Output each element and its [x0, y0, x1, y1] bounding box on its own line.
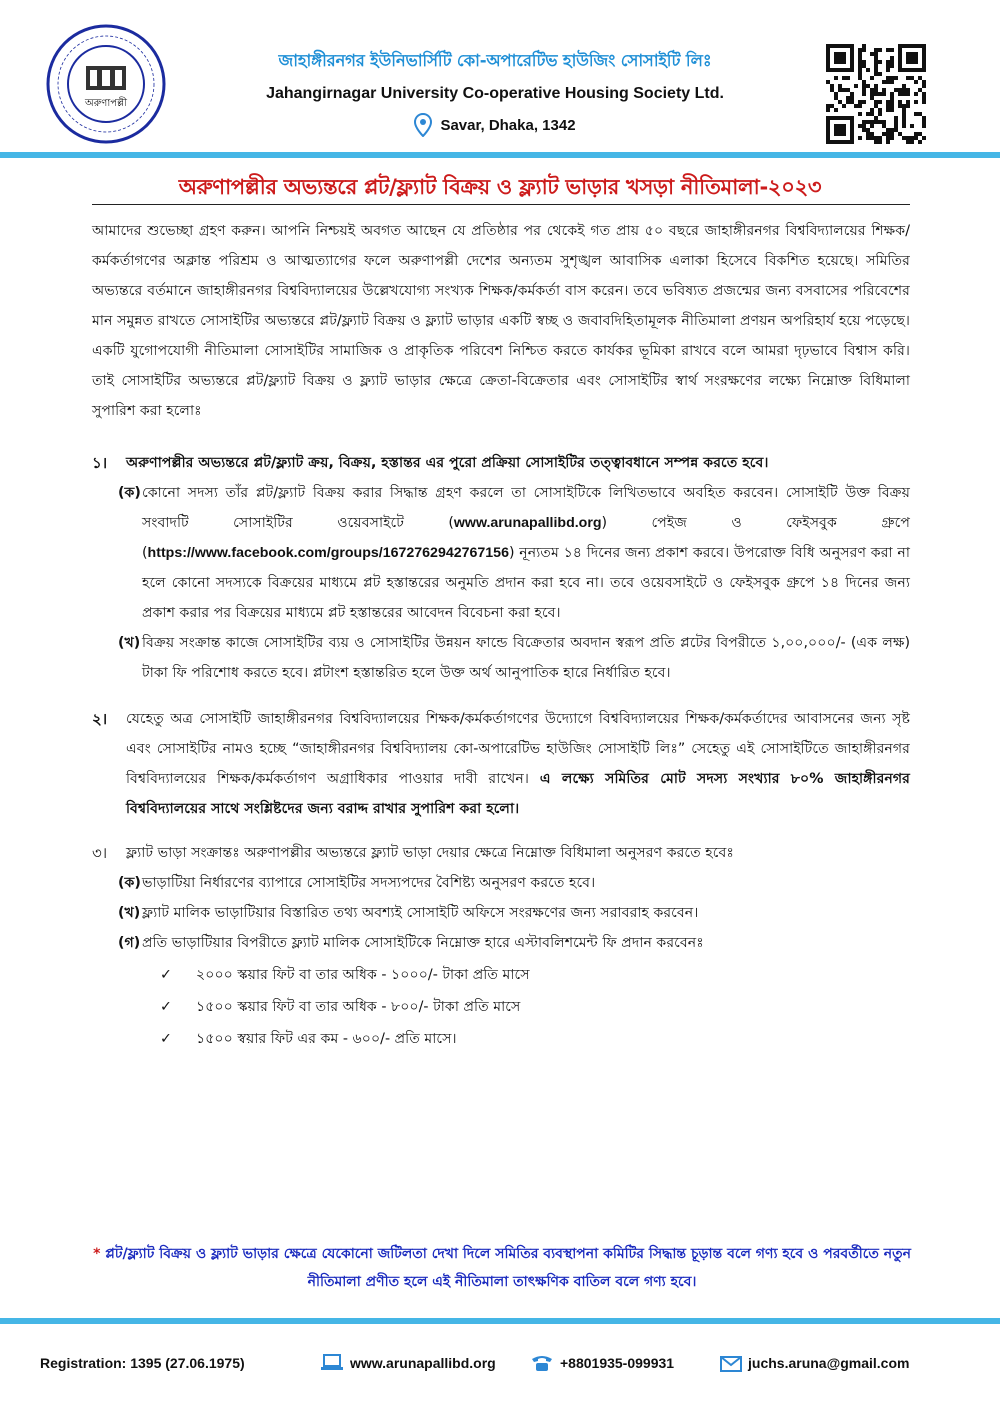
section-number: ৩। [92, 844, 108, 862]
footer-rule [0, 1318, 1000, 1324]
item-marker: (ক) [118, 485, 141, 501]
title-underline [92, 204, 910, 205]
check-icon: ✓ [160, 1031, 172, 1047]
intro-paragraph: আমাদের শুভেচ্ছা গ্রহণ করুন। আপনি নিশ্চয়ই অবগত আছেন যে প্রতিষ্ঠার পর থেকেই গত প্রায় ৫০ বছরে জাহাঙ্গীরনগর বিশ্ববিদ্যালয়ের শিক্ষক/কর্মকর্তাগণের অক্লান্ত পরিশ্রম ও আত্মত্যাগের ফলে অরুণাপল্লী দেশের অন্যতম সুশৃঙ্খল আবাসিক এলাকা হিসেবে বিকশিত হয়েছে। সমিতির অভ্যন্তরে বর্তমানে জাহাঙ্গীরনগর বিশ্ববিদ্যালয়ের উল্লেখযোগ্য সংখ্যক শিক্ষক/কর্মকর্তা বাস করেন। তবে ভবিষ্যত প্রজন্মের জন্য বসবাসের পরিবেশের মান সমুন্নত রাখতে সোসাইটির অভ্যন্তরে প্লট/ফ্ল্যাট বিক্রয় ও ফ্ল্যাট ভাড়ার একটি স্বচ্ছ ও জবাবদিহিতামূলক নীতিমালা প্রণয়ন অপরিহার্য হয়ে পড়েছে। একটি যুগোপযোগী নীতিমালা সোসাইটির সামাজিক ও প্রাকৃতিক পরিবেশ নিশ্চিত করতে কার্যকর ভূমিকা রাখবে বলে আমরা দৃঢ়ভাবে বিশ্বাস করি। তাই সোসাইটির অভ্যন্তরে প্লট/ফ্ল্যাট বিক্রয় ও ফ্ল্যাট ভাড়ার ক্ষেত্রে ক্রেতা-বিক্রেতার এবং সোসাইটির স্বার্থ সংরক্ষণের লক্ষ্যে নিম্নোক্ত বিধিমালা সুপারিশ করা হলোঃ [92, 223, 910, 419]
footer-phone[interactable]: +8801935-099931 [560, 1355, 675, 1371]
rate-item [160, 994, 910, 1020]
phone-icon [530, 1354, 554, 1372]
section-1-item-a: (ক) কোনো সদস্য তাঁর প্লট/ফ্ল্যাট বিক্রয় করার সিদ্ধান্ত গ্রহণ করলে তা সোসাইটিকে লিখিতভাবে অবহিত করবেন। সোসাইটি উক্ত বিক্রয় সংবাদটি সোসাইটির ওয়েবসাইটে (www.arunapallibd.org) পেইজ ও ফেইসবুক গ্রুপে (https://www.facebook.com/groups/1672762942767156) নূন্যতম ১৪ দিনের জন্য প্রকাশ করবে। উপরোক্ত বিধি অনুসরণ করা না হলে কোনো সদস্যকে বিক্রয়ের মাধ্যমে প্লট হস্তান্তরের অনুমতি প্রদান করা হবে না। তবে ওয়েবসাইটে ও ফেইসবুক গ্রুপে ১৪ দিনের জন্য প্রকাশ করার পর বিক্রয়ের মাধ্যমে প্লট হস্তান্তরের আবেদন বিবেচনা করা হবে। [118, 478, 910, 628]
svg-text:অরুণাপল্লী: অরুণাপল্লী [84, 98, 128, 109]
check-icon: ✓ [160, 967, 172, 983]
section-1-heading: অরুণাপল্লীর অভ্যন্তরে প্লট/ফ্ল্যাট ক্রয়, বিক্রয়, হস্তান্তর এর পুরো প্রক্রিয়া সোসাইটির তত্ত্বাবধানে সম্পন্ন করতে হবে। [126, 455, 769, 471]
section-1 [92, 448, 910, 478]
check-icon: ✓ [160, 999, 172, 1015]
rate-item [160, 962, 910, 988]
location-pin-icon [414, 113, 432, 137]
footer-email[interactable]: juchs.aruna@gmail.com [748, 1355, 910, 1371]
rate-text: ২০০০ স্কয়ার ফিট বা তার অধিক - ১০০০/- টাকা প্রতি মাসে [196, 967, 530, 983]
facebook-group-link[interactable]: https://www.facebook.com/groups/1672762942767156 [147, 545, 509, 561]
section-3-item: (গ) প্রতি ভাড়াটিয়ার বিপরীতে ফ্ল্যাট মালিক সোসাইটিকে নিম্নোক্ত হারে এস্টাবলিশমেন্ট ফি প্রদান করবেনঃ [118, 935, 704, 951]
footnote [92, 1240, 912, 1296]
rate-item [160, 1026, 910, 1052]
footer-website[interactable]: www.arunapallibd.org [350, 1355, 496, 1371]
section-3: ৩। ফ্ল্যাট ভাড়া সংক্রান্তঃ অরুণাপল্লীর অভ্যন্তরে ফ্ল্যাট ভাড়া দেয়ার ক্ষেত্রে নিম্নোক্ত বিধিমালা অনুসরণ করতে হবেঃ [92, 838, 910, 868]
document-title: অরুণাপল্লীর অভ্যন্তরে প্লট/ফ্ল্যাট বিক্রয় ও ফ্ল্যাট ভাড়ার খসড়া নীতিমালা-২০২৩ [178, 175, 822, 199]
section-2: ২। যেহেতু অত্র সোসাইটি জাহাঙ্গীরনগর বিশ্ববিদ্যালয়ের শিক্ষক/কর্মকর্তাগণের উদ্যোগে বিশ্ববিদ্যালয়ের শিক্ষক/কর্মকর্তাদের আবাসনের জন্য সৃষ্ট এবং সোসাইটির নামও হচ্ছে “জাহাঙ্গীরনগর বিশ্ববিদ্যালয় কো-অপারেটিভ হাউজিং সোসাইটি লিঃ” সেহেতু এই সোসাইটিতে জাহাঙ্গীরনগর বিশ্ববিদ্যালয়ের শিক্ষক/কর্মকর্তাগণ অগ্রাধিকার পাওয়ার দাবী রাখেন। এ লক্ষ্যে সমিতির মোট সদস্য সংখ্যার ৮০% জাহাঙ্গীরনগর বিশ্ববিদ্যালয়ের সাথে সংশ্লিষ্টদের জন্য বরাদ্দ রাখার সুপারিশ করা হলো। [92, 704, 910, 824]
email-icon [720, 1353, 742, 1373]
footer [40, 1350, 960, 1376]
registration-text: Registration: 1395 (27.06.1975) [40, 1355, 245, 1371]
section-number: ২। [92, 710, 108, 728]
footnote-text: প্লট/ফ্ল্যাট বিক্রয় ও ফ্ল্যাট ভাড়ার ক্ষেত্রে যেকোনো জটিলতা দেখা দিলে সমিতির ব্যবস্থাপনা কমিটির সিদ্ধান্ত চূড়ান্ত বলে গণ্য হবে ও পরবর্তীতে নতুন নীতিমালা প্রণীত হলে এই নীতিমালা তাৎক্ষণিক বাতিল বলে গণ্য হবে। [105, 1246, 911, 1290]
footnote-star: * [93, 1246, 101, 1262]
section-3-item: (ক) ভাড়াটিয়া নির্ধারণের ব্যাপারে সোসাইটির সদস্যপদের বৈশিষ্ট্য অনুসরণ করতে হবে। [118, 875, 596, 891]
letterhead [0, 0, 1000, 150]
rate-text: ১৫০০ স্কয়ার ফিট বা তার অধিক - ৮০০/- টাকা প্রতি মাসে [196, 999, 521, 1015]
society-name-bangla: জাহাঙ্গীরনগর ইউনিভার্সিটি কো-অপারেটিভ হাউজিং সোসাইটি লিঃ [278, 51, 712, 70]
section-number: ১। [92, 454, 108, 472]
section-1-item-b: (খ) বিক্রয় সংক্রান্ত কাজে সোসাইটির ব্যয় ও সোসাইটির উন্নয়ন ফান্ডে বিক্রেতার অবদান স্বরূপ প্রতি প্লটের বিপরীতে ১,০০,০০০/- (এক লক্ষ) টাকা ফি পরিশোধ করতে হবে। প্লটাংশ হস্তান্তরিত হলে উক্ত অর্থ আনুপাতিক হারে নির্ধারিত হবে। [118, 628, 910, 688]
qr-code[interactable] [826, 44, 926, 144]
website-link[interactable]: www.arunapallibd.org [453, 515, 602, 531]
header-rule [0, 152, 1000, 158]
laptop-icon [320, 1354, 344, 1372]
letterhead-text [180, 48, 810, 137]
society-logo-seal [44, 22, 168, 146]
address-line [180, 113, 810, 137]
document-body [92, 216, 910, 1052]
society-name-english: Jahangirnagar University Co-operative Housing Society Ltd. [266, 85, 724, 102]
section-2-bold-text: এ লক্ষ্যে সমিতির মোট সদস্য সংখ্যার ৮০% জাহাঙ্গীরনগর বিশ্ববিদ্যালয়ের সাথে সংশ্লিষ্টদের জন্য বরাদ্দ রাখার সুপারিশ করা হলো। [126, 771, 910, 817]
section-3-item: (খ) ফ্ল্যাট মালিক ভাড়াটিয়ার বিস্তারিত তথ্য অবশ্যই সোসাইটি অফিসে সংরক্ষণের জন্য সরাবরাহ করবেন। [118, 905, 699, 921]
item-marker: (খ) [118, 635, 141, 651]
rate-text: ১৫০০ স্বয়ার ফিট এর কম - ৬০০/- প্রতি মাসে। [196, 1031, 457, 1047]
address-text: Savar, Dhaka, 1342 [440, 116, 576, 134]
